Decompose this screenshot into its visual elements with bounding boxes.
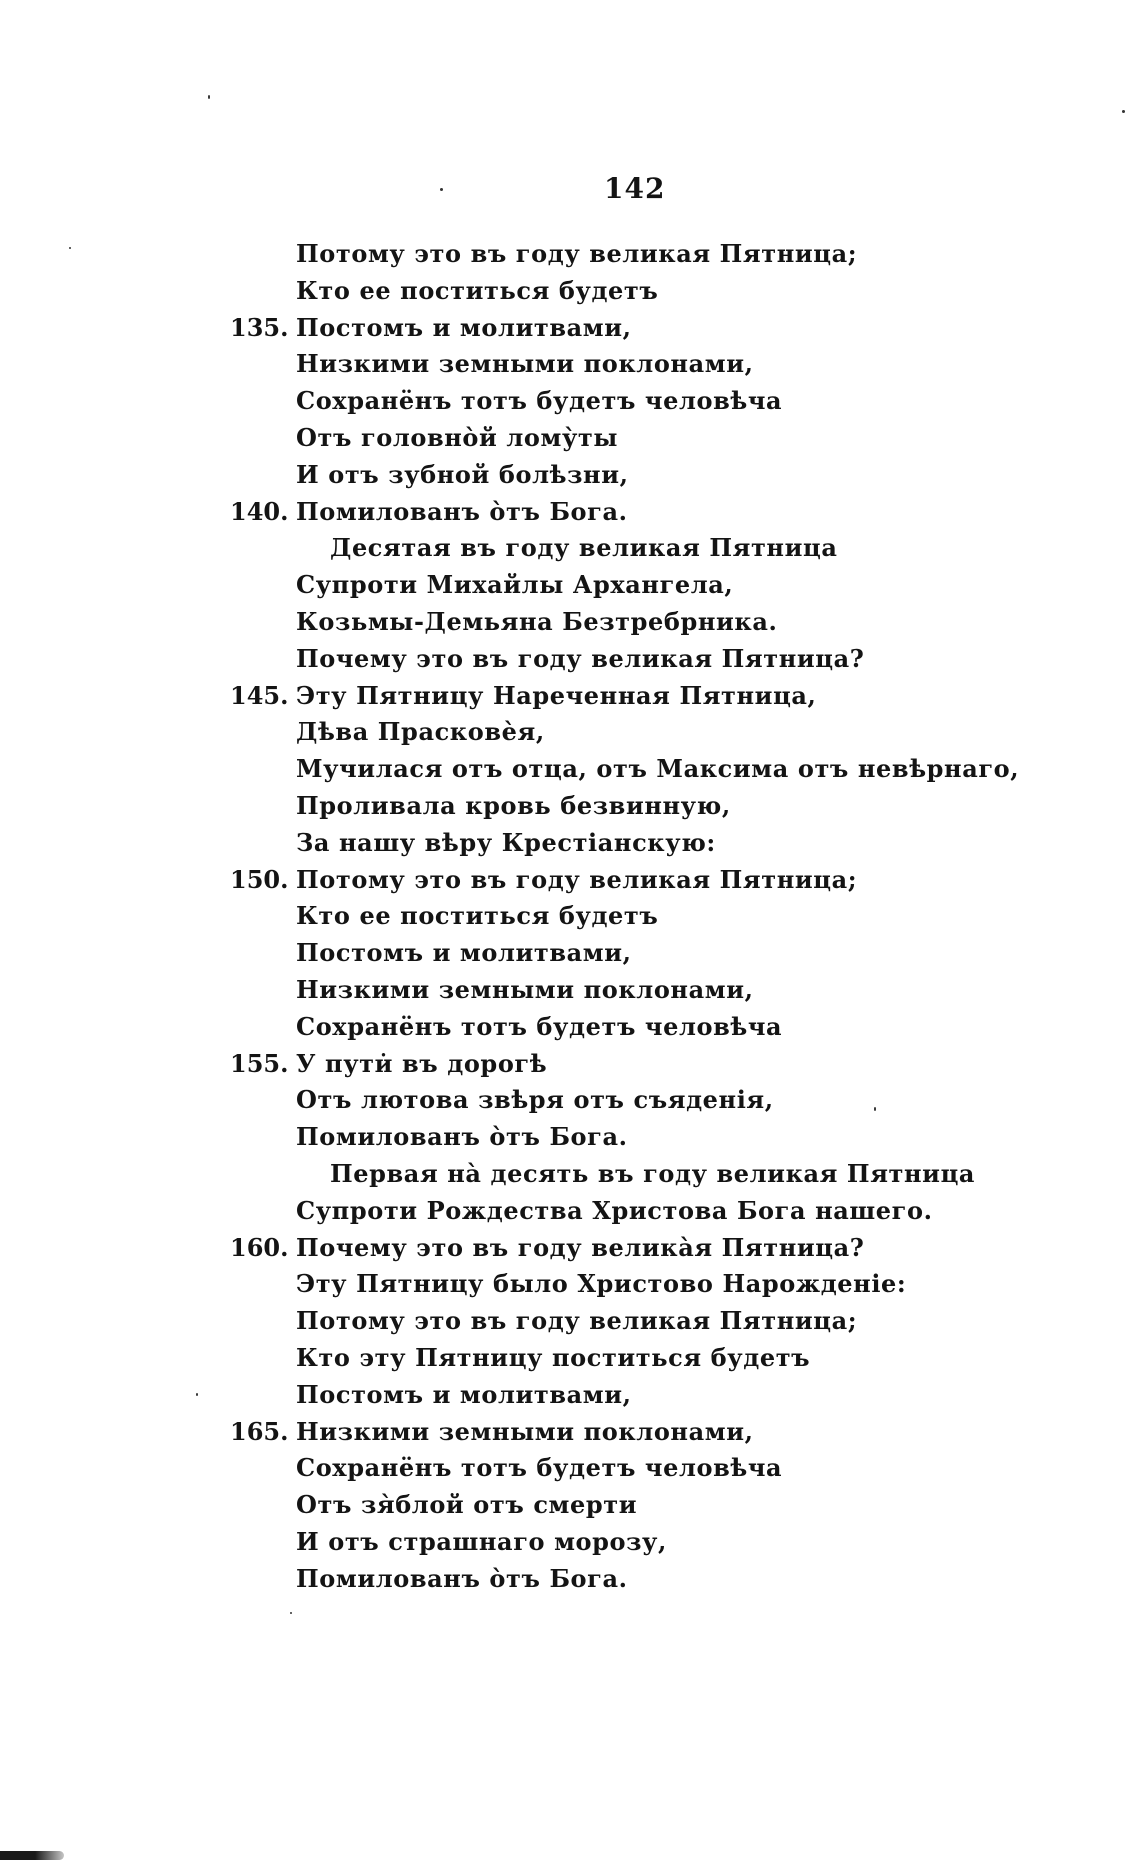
- verse-text: Низкими земными поклонами,: [296, 1416, 754, 1446]
- verse-line: [230, 273, 1050, 310]
- verse-line: [230, 457, 1050, 494]
- verse-text: Первая на̀ десять въ году великая Пятница: [330, 1158, 976, 1188]
- verse-text: Мучилася отъ отца, отъ Максима отъ невѣрнаго,: [296, 754, 1020, 784]
- verse-line: [230, 862, 1050, 899]
- verse-text: Кто ее поститься будетъ: [296, 901, 659, 931]
- verse-line: [230, 383, 1050, 420]
- verse-text: И отъ зубной болѣзни,: [296, 459, 629, 489]
- verse-text: Дѣва Прасковѐя,: [296, 717, 545, 747]
- verse-text: Постомъ и молитвами,: [296, 938, 632, 968]
- verse-line: [230, 1414, 1050, 1451]
- verse-line: [230, 1377, 1050, 1414]
- verse-text: Низкими земными поклонами,: [296, 349, 754, 379]
- verse-number: 140.: [230, 496, 289, 526]
- verse-text: За нашу вѣру Крестіанскую:: [296, 827, 716, 857]
- verse-line: [230, 1046, 1050, 1083]
- verse-number: 145.: [230, 680, 289, 710]
- verse-text: Эту Пятницу было Христово Нарожденіе:: [296, 1269, 907, 1299]
- verse-text: У пути̇ въ дорогѣ: [296, 1048, 548, 1078]
- verse-text: Сохранёнъ тотъ будетъ человѣча: [296, 1453, 783, 1483]
- verse-line: [230, 972, 1050, 1009]
- verse-line: [230, 825, 1050, 862]
- verse-text: Постомъ и молитвами,: [296, 1379, 632, 1409]
- verse-text: Супроти Рождества Христова Бога нашего.: [296, 1195, 933, 1225]
- verse-number: 160.: [230, 1232, 289, 1262]
- verse-line: [230, 567, 1050, 604]
- poem-body: [230, 236, 1050, 1597]
- verse-line: [230, 1561, 1050, 1598]
- scan-speck: [196, 1393, 198, 1396]
- verse-line: [230, 1524, 1050, 1561]
- verse-text: Потому это въ году великая Пятница;: [296, 239, 858, 268]
- verse-line: [230, 420, 1050, 457]
- verse-text: Отъ лютова звѣря отъ съяденія,: [296, 1085, 774, 1115]
- verse-line: [230, 1230, 1050, 1267]
- verse-text: Козьмы-Демьяна Безтребрника.: [296, 606, 778, 636]
- verse-line: [230, 1487, 1050, 1524]
- verse-text: Почему это въ году великая Пятница?: [296, 643, 865, 673]
- verse-text: Кто эту Пятницу поститься будетъ: [296, 1342, 811, 1372]
- verse-line: [230, 1009, 1050, 1046]
- verse-line: [230, 1119, 1050, 1156]
- verse-line: [230, 1450, 1050, 1487]
- verse-text: Потому это въ году великая Пятница;: [296, 1306, 858, 1336]
- verse-line: [230, 310, 1050, 347]
- verse-number: 165.: [230, 1416, 289, 1446]
- verse-line: [230, 1193, 1050, 1230]
- verse-text: Помилованъ о̀тъ Бога.: [296, 496, 628, 526]
- verse-text: Почему это въ году велика̀я Пятница?: [296, 1232, 865, 1262]
- verse-line: [230, 935, 1050, 972]
- verse-text: Потому это въ году великая Пятница;: [296, 864, 858, 894]
- verse-number: 150.: [230, 864, 289, 894]
- verse-line: [230, 1082, 1050, 1119]
- verse-line: [230, 678, 1050, 715]
- verse-line: [230, 714, 1050, 751]
- verse-line: [230, 494, 1050, 531]
- verse-line: [230, 788, 1050, 825]
- verse-text: Проливала кровь безвинную,: [296, 790, 731, 820]
- verse-text: Кто ее поститься будетъ: [296, 275, 659, 305]
- verse-line: [230, 1266, 1050, 1303]
- verse-text: Сохранёнъ тотъ будетъ человѣча: [296, 1011, 783, 1041]
- verse-text: Отъ зя̀блой отъ смерти: [296, 1490, 638, 1520]
- verse-line: [230, 530, 1050, 567]
- verse-text: Сохранёнъ тотъ будетъ человѣча: [296, 386, 783, 416]
- verse-text: Эту Пятницу Нареченная Пятница,: [296, 680, 817, 710]
- verse-number: 135.: [230, 312, 289, 342]
- page-number: 142: [604, 172, 666, 205]
- verse-line: [230, 1303, 1050, 1340]
- verse-text: Супроти Михайлы Архангела,: [296, 570, 734, 600]
- verse-line: [230, 751, 1050, 788]
- verse-line: [230, 1156, 1050, 1193]
- scan-edge-mark: [0, 1851, 64, 1860]
- verse-line: [230, 898, 1050, 935]
- scan-speck: [290, 1612, 292, 1614]
- verse-text: Помилованъ о̀тъ Бога.: [296, 1563, 628, 1593]
- verse-line: [230, 236, 1050, 273]
- verse-text: Помилованъ о̀тъ Бога.: [296, 1122, 628, 1152]
- verse-text: Постомъ и молитвами,: [296, 312, 632, 342]
- verse-text: Десятая въ году великая Пятница: [330, 533, 838, 563]
- verse-line: [230, 604, 1050, 641]
- verse-line: [230, 346, 1050, 383]
- scan-speck: [208, 95, 210, 99]
- scan-speck: [440, 188, 443, 191]
- verse-line: [230, 1340, 1050, 1377]
- verse-line: [230, 641, 1050, 678]
- scan-speck: [1122, 110, 1125, 113]
- verse-text: Низкими земными поклонами,: [296, 974, 754, 1004]
- verse-text: Отъ головно̀й лому̀ты: [296, 422, 619, 452]
- scan-speck: [69, 247, 71, 249]
- verse-number: 155.: [230, 1048, 289, 1078]
- verse-text: И отъ страшнаго морозу,: [296, 1526, 667, 1556]
